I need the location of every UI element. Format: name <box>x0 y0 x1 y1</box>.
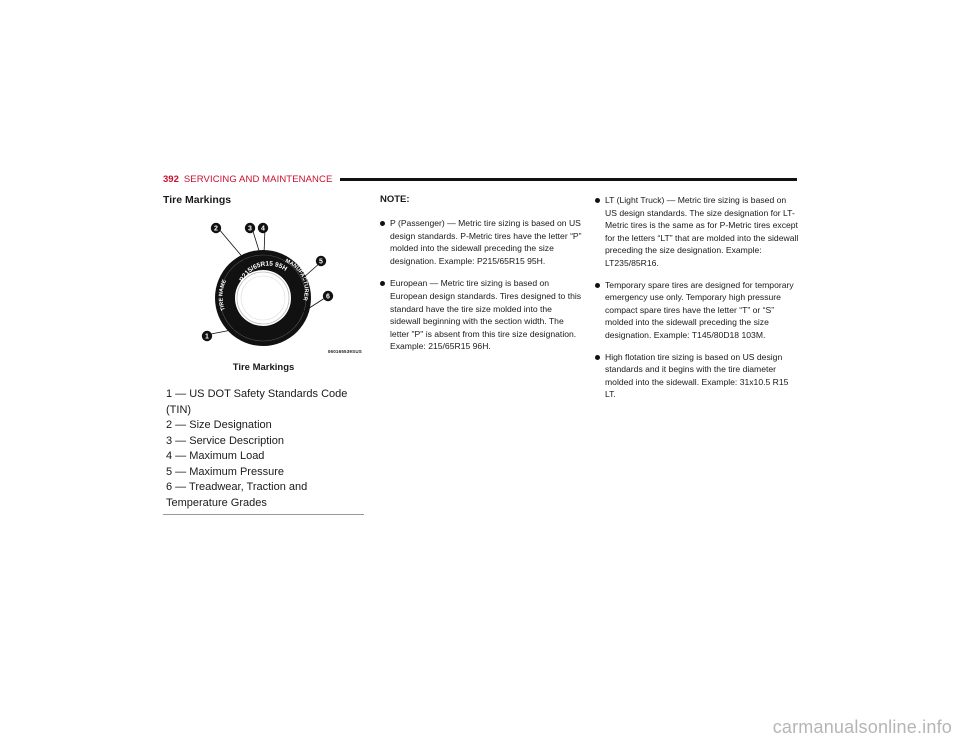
note-item-text: Temporary spare tires are designed for temporary emergency use only. Temporary high pressure compact spare tires have the letter “T” or “S” molded into the sidewall preceding the size designation. Example: T145/80D18 103M. <box>605 279 794 340</box>
page-number: 392 <box>163 173 179 185</box>
note-item-text: P (Passenger) — Metric tire sizing is based on US design standards. P-Metric tires have the letter “P” molded into the sidewall preceding the size designation. Example: P215/65R15 95H. <box>390 218 582 266</box>
note-item-temporary-spare <box>595 279 799 342</box>
header-rule <box>340 178 797 181</box>
note-list <box>380 217 584 353</box>
page-header <box>163 172 797 186</box>
note-list-continued <box>595 194 799 401</box>
callout-2 <box>211 223 221 233</box>
bullet-dot <box>595 355 600 360</box>
tire-markings-heading: Tire Markings <box>163 194 232 206</box>
tire-diagram <box>163 220 364 360</box>
note-column <box>380 194 584 363</box>
tire-name-text: TIRE NAME <box>218 278 229 312</box>
note-title: NOTE: <box>380 194 410 205</box>
callout-1 <box>202 331 212 341</box>
bullet-dot <box>380 221 385 226</box>
callout-4 <box>258 223 268 233</box>
note-item-text: High flotation tire sizing is based on US design standards and it begins with the tire diameter molded into the sidewall. Example: 31x10.5 R15 LT. <box>605 351 789 400</box>
tire-markings-figure <box>163 220 364 360</box>
bullet-dot <box>595 283 600 288</box>
legend-item: 1 — US DOT Safety Standards Code (TIN) <box>166 388 348 416</box>
callout-6 <box>323 291 333 301</box>
tire-markings-column <box>163 194 364 515</box>
svg-text:2: 2 <box>214 225 218 233</box>
bullet-dot <box>595 198 600 203</box>
callout-5 <box>316 256 326 266</box>
svg-text:1: 1 <box>205 333 209 341</box>
note-item-text: LT (Light Truck) — Metric tire sizing is based on US design standards. The size designation for LT-Metric tires is the same as for P-Metric tires except for the letters “LT” that are molded into the sidewall preceding the size designation. Example: LT235/85R16. <box>605 195 799 268</box>
note-item-high-flotation <box>595 351 799 401</box>
legend-item: 6 — Treadwear, Traction and Temperature Grades <box>166 481 308 509</box>
note-column-continued <box>595 194 799 410</box>
watermark: carmanualsonline.info <box>772 717 952 737</box>
figure-caption: Tire Markings <box>232 362 295 373</box>
tire-size-text: P215/65R15 95H <box>238 260 289 283</box>
section-title: SERVICING AND MAINTENANCE <box>183 173 333 185</box>
note-item-p-metric <box>380 217 584 267</box>
svg-text:6: 6 <box>326 293 330 301</box>
legend-item: 4 — Maximum Load <box>166 450 265 462</box>
note-item-european <box>380 277 584 353</box>
svg-text:4: 4 <box>261 225 265 233</box>
note-item-lt-metric <box>595 194 799 270</box>
callout-legend <box>163 387 364 515</box>
bullet-dot <box>380 281 385 286</box>
svg-text:5: 5 <box>319 258 323 266</box>
note-item-text: European — Metric tire sizing is based on European design standards. Tires designed to this standard have the tire size molded into the sidewall beginning with the section width. The letter "P" is absent from this tire size designation. Example: 215/65R15 96H. <box>390 278 582 352</box>
callout-3 <box>245 223 255 233</box>
legend-item: 3 — Service Description <box>166 434 284 447</box>
tire-manufacturer-text: MANUFACTURER <box>284 258 309 302</box>
legend-item: 2 — Size Designation <box>166 419 272 431</box>
svg-text:3: 3 <box>248 225 252 233</box>
figure-code: 060165539SUS <box>327 349 362 354</box>
legend-item: 5 — Maximum Pressure <box>166 465 284 478</box>
